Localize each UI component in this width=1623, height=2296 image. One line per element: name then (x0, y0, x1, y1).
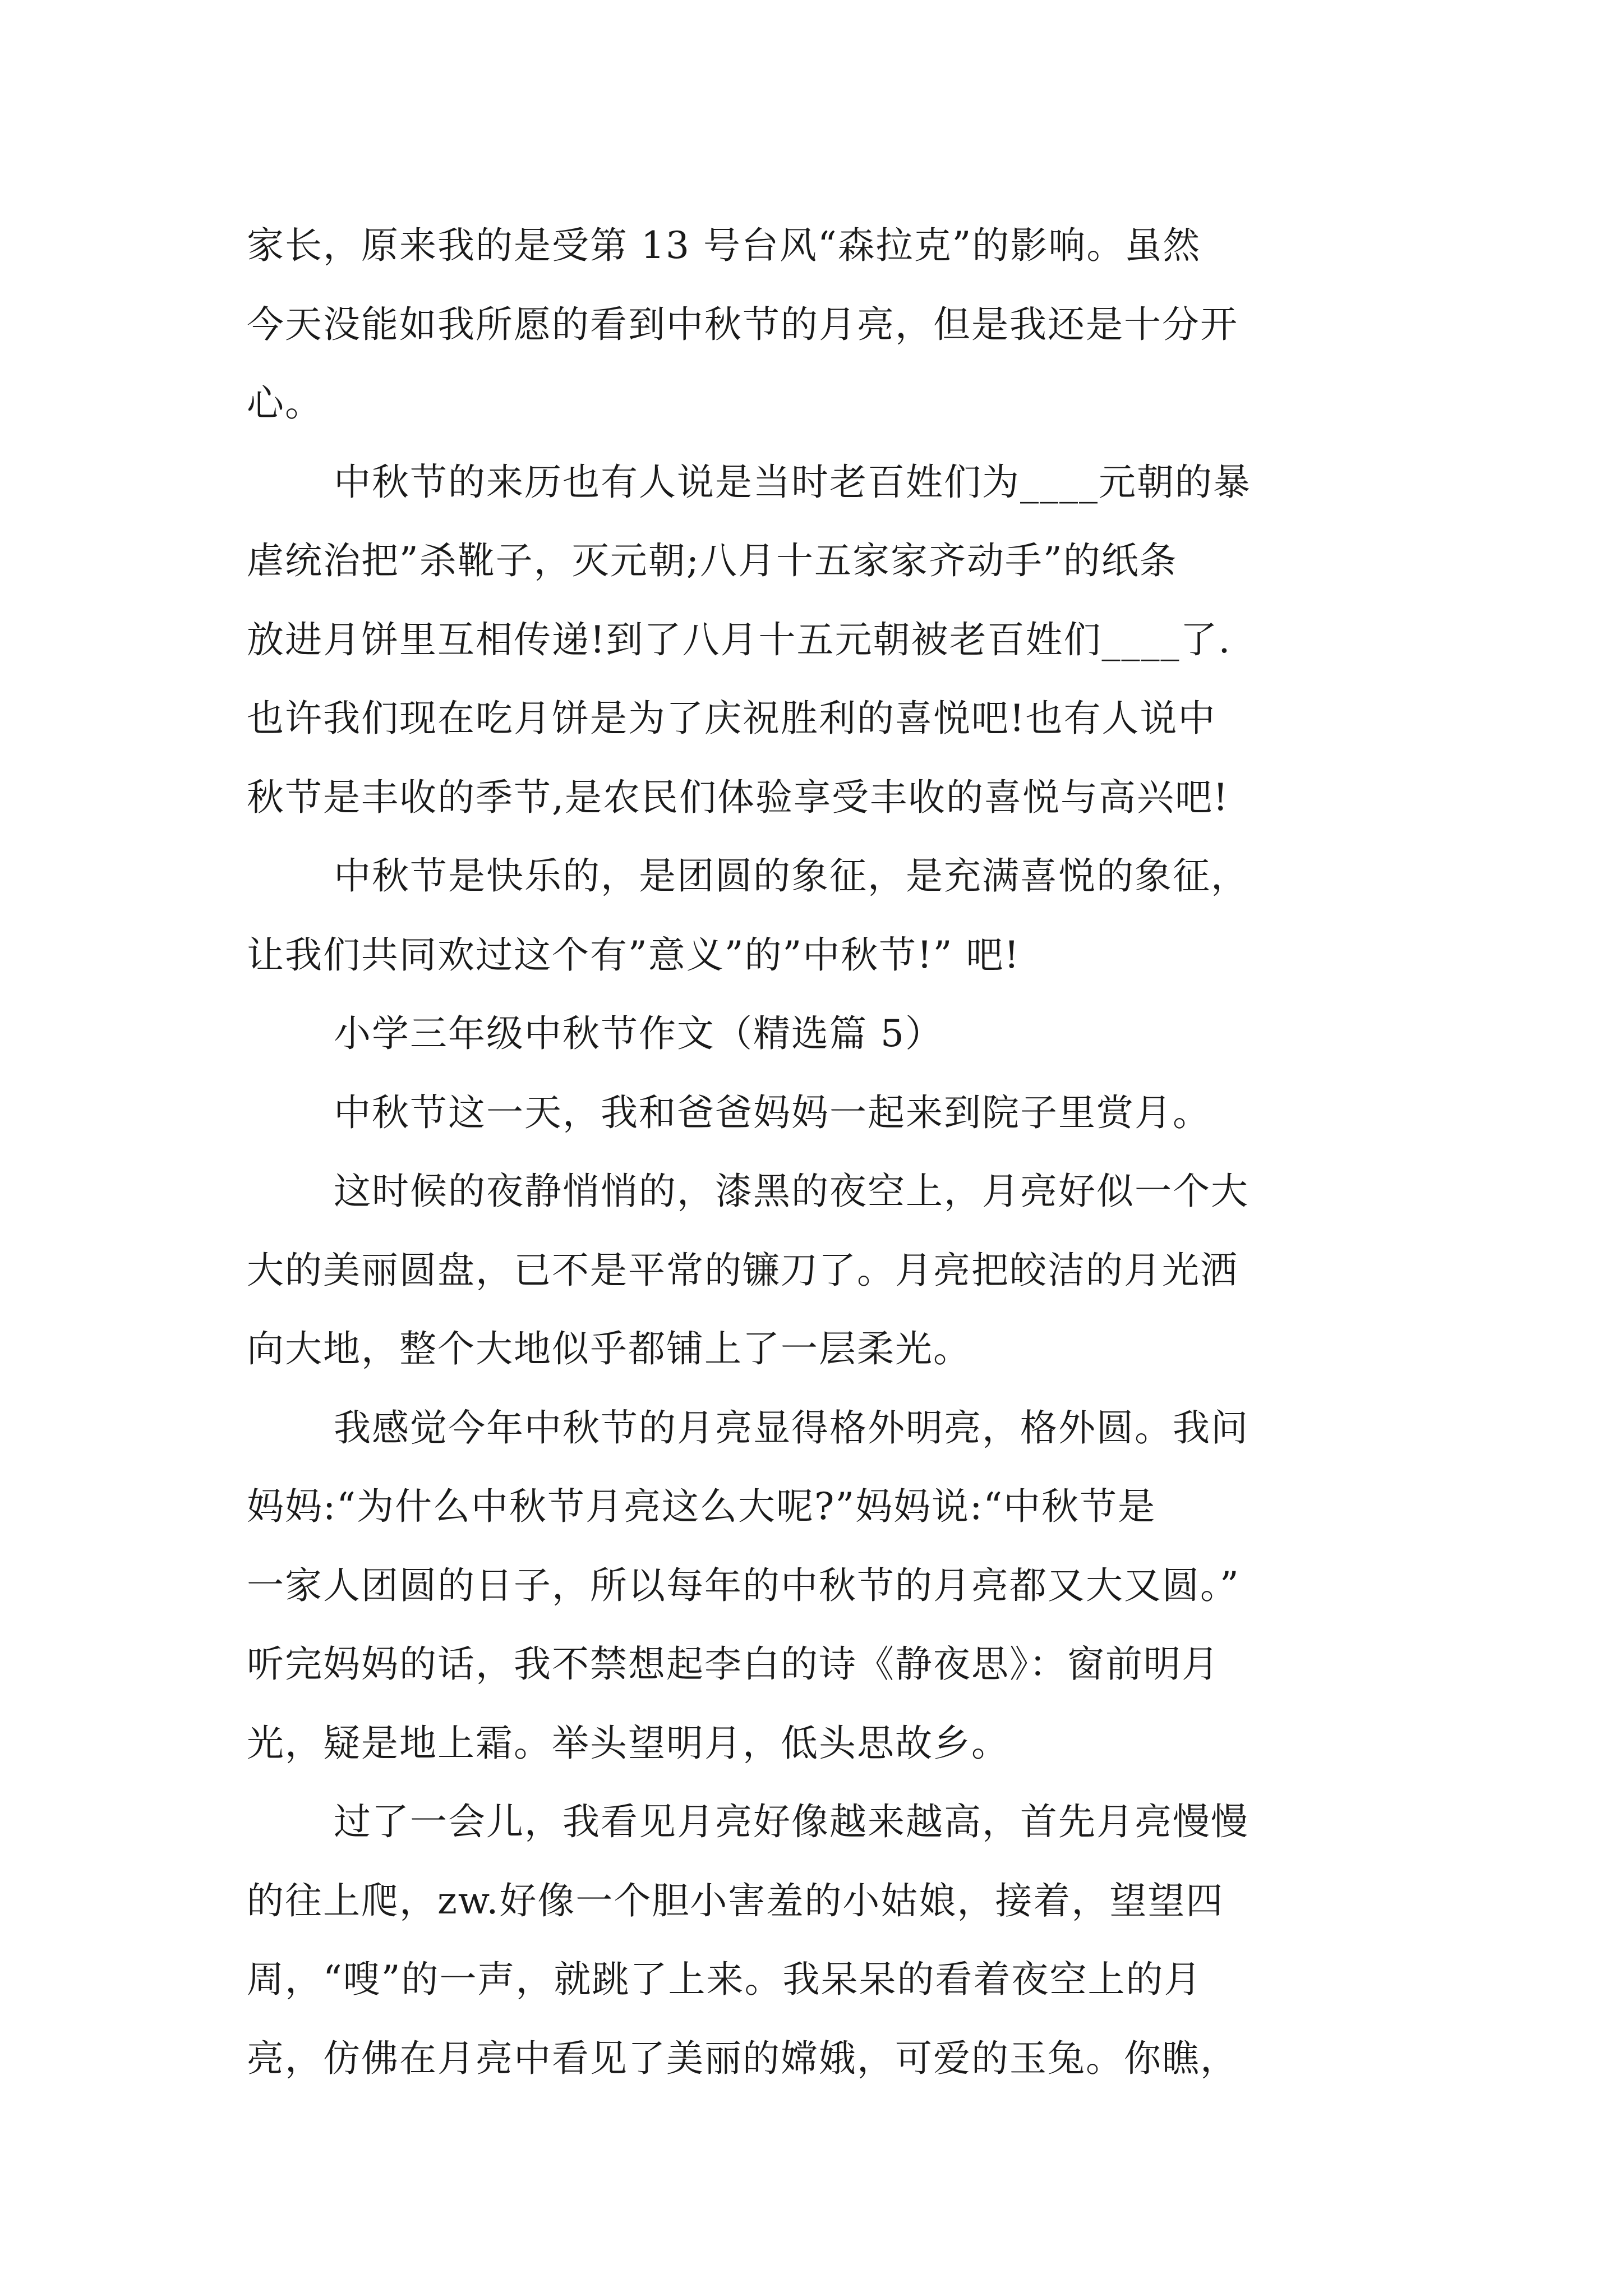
text-line: 秋节是丰收的季节,是农民们体验享受丰收的喜悦与高兴吧! (247, 775, 1229, 819)
paragraph-first-line: 过了一会儿，我看见月亮好像越来越高，首先月亮慢慢 (334, 1800, 1249, 1843)
text-line: 一家人团圆的日子，所以每年的中秋节的月亮都又大又圆。” (247, 1563, 1240, 1607)
paragraph-first-line: 中秋节的来历也有人说是当时老百姓们为____元朝的暴 (334, 460, 1251, 504)
text-line: 家长，原来我的是受第 13 号台风“森拉克”的影响。虽然 (247, 224, 1201, 267)
text-line: 向大地，整个大地似乎都铺上了一层柔光。 (247, 1327, 971, 1370)
paragraph-first-line: 中秋节是快乐的，是团圆的象征，是充满喜悦的象征， (334, 854, 1249, 898)
text-line: 也许我们现在吃月饼是为了庆祝胜利的喜悦吧!也有人说中 (247, 697, 1216, 740)
section-heading: 小学三年级中秋节作文（精选篇 5） (334, 1012, 943, 1055)
text-line: 虐统治把”杀靴子，灭元朝;八月十五家家齐动手”的纸条 (247, 539, 1178, 582)
text-line: 今天没能如我所愿的看到中秋节的月亮，但是我还是十分开 (247, 302, 1238, 346)
text-line: 心。 (247, 381, 323, 425)
paragraph-first-line: 这时候的夜静悄悄的，漆黑的夜空上，月亮好似一个大 (334, 1170, 1249, 1213)
text-line: 听完妈妈的话，我不禁想起李白的诗《静夜思》：窗前明月 (247, 1642, 1220, 1686)
text-line: 让我们共同欢过这个有”意义”的”中秋节!” 吧! (247, 933, 1020, 977)
text-line: 大的美丽圆盘，已不是平常的镰刀了。月亮把皎洁的月光洒 (247, 1248, 1238, 1292)
paragraph-first-line: 中秋节这一天，我和爸爸妈妈一起来到院子里赏月。 (334, 1091, 1211, 1134)
text-line: 的往上爬，zw.好像一个胆小害羞的小姑娘，接着，望望四 (247, 1879, 1224, 1922)
text-line: 亮，仿佛在月亮中看见了美丽的嫦娥，可爱的玉兔。你瞧， (247, 2036, 1238, 2080)
paragraph-first-line: 我感觉今年中秋节的月亮显得格外明亮，格外圆。我问 (334, 1406, 1249, 1450)
text-line: 周，“嗖”的一声，就跳了上来。我呆呆的看着夜空上的月 (247, 1958, 1202, 2001)
text-line: 妈妈:“为什么中秋节月亮这么大呢?”妈妈说:“中秋节是 (247, 1485, 1156, 1528)
text-line: 光，疑是地上霜。举头望明月，低头思故乡。 (247, 1721, 1009, 1765)
text-line: 放进月饼里互相传递!到了八月十五元朝被老百姓们____了. (247, 618, 1232, 661)
document-body (247, 206, 1391, 2098)
